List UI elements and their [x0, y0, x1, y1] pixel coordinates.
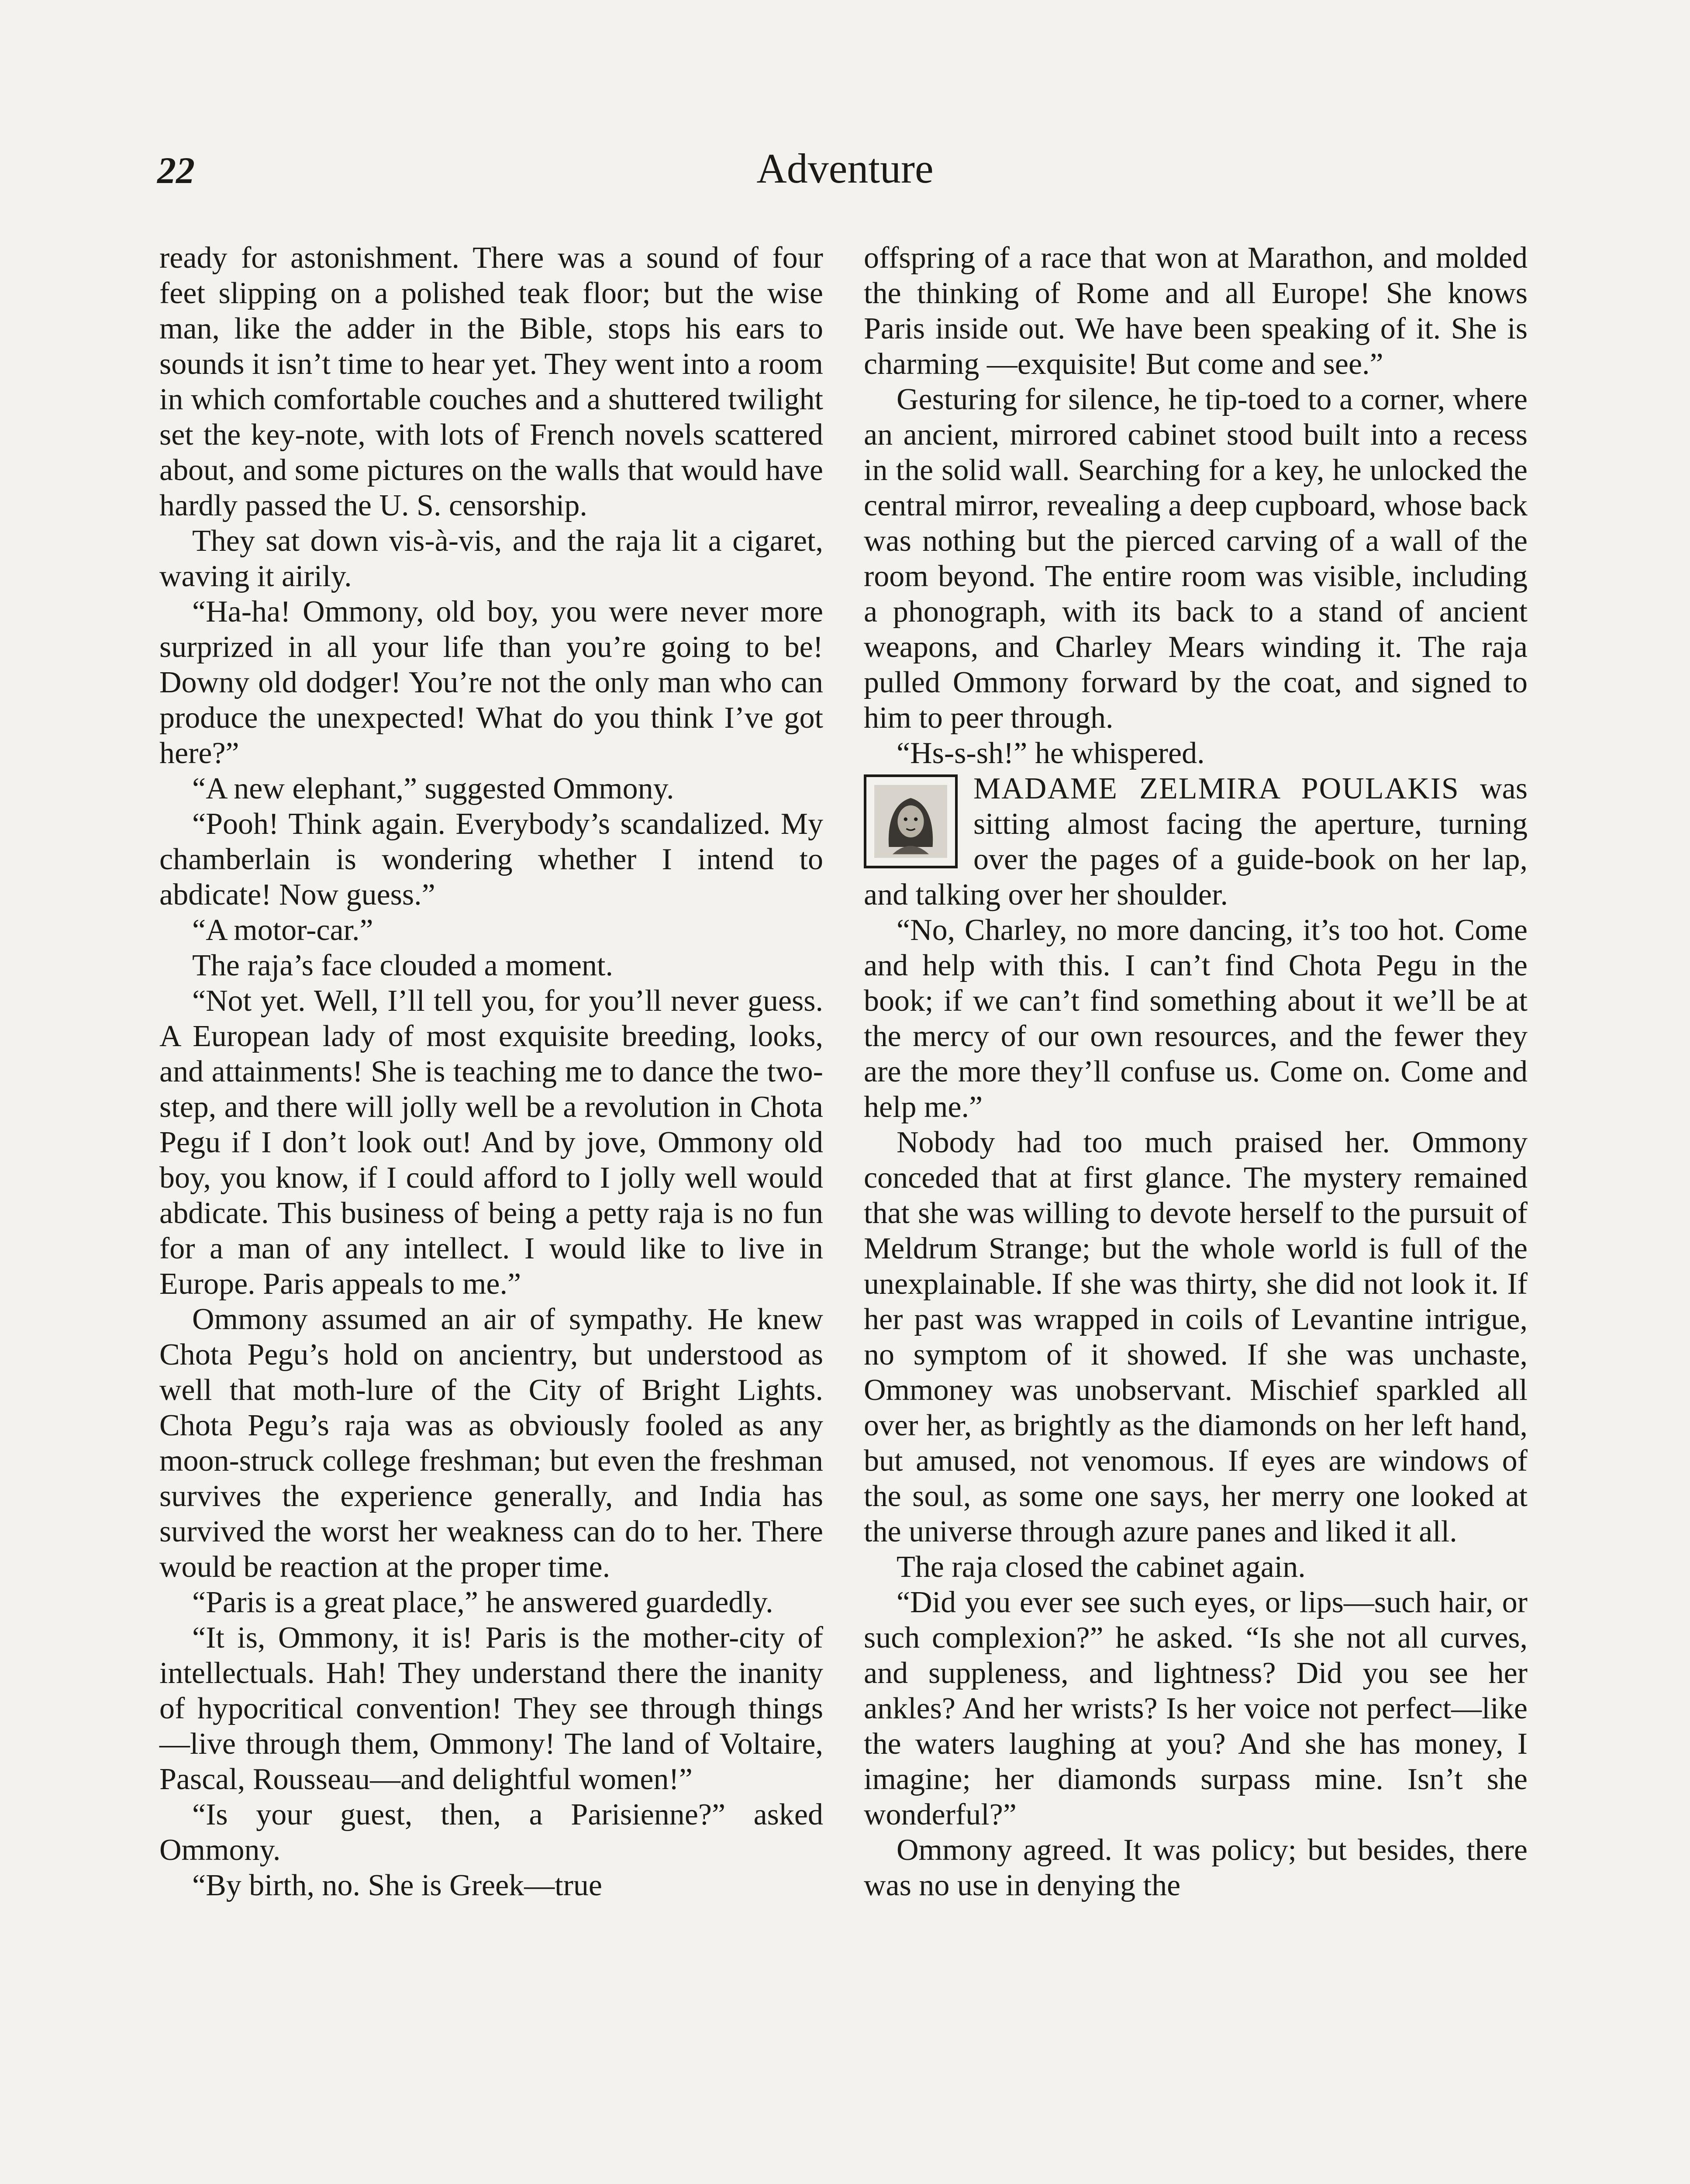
left-column — [159, 240, 823, 1903]
dropcap-lead-text: MADAME ZELMIRA POULAKIS — [973, 772, 1459, 805]
paragraph: “A new elephant,” suggested Ommony. — [192, 772, 674, 805]
paragraph: “Is your guest, then, a Parisienne?” asked Ommony. — [159, 1798, 823, 1867]
magazine-title: Adventure — [756, 145, 934, 192]
paragraph: “Ha-ha! Ommony, old boy, you were never more surprized in all your life than you’re going to be! Downy old dodger! You’re not the only man who can produce the unexpected! What do you think I’ve got here?” — [159, 595, 823, 770]
woman-portrait-icon — [864, 774, 958, 868]
paragraph: “By birth, no. She is Greek—true — [192, 1869, 602, 1902]
page-header — [0, 144, 1690, 205]
paragraph: Ommony agreed. It was policy; but besides, there was no use in denying the — [864, 1833, 1528, 1902]
paragraph: ready for astonishment. There was a sound of four feet slipping on a polished teak floor; but the wise man, like the adder in the Bible, stops his ears to sounds it isn’t time to hear yet. They went into a room in which comfortable couches and a shuttered twilight set the key-note, with lots of French novels scattered about, and some pictures on the walls that would have hardly passed the U. S. censorship. — [159, 241, 823, 522]
paragraph: “A motor-car.” — [192, 913, 373, 947]
dropcap-rest-text: was sitting almost facing the aperture, turning over the pages of a guide-book on her lap, and talking over her shoulder. — [864, 772, 1528, 912]
paragraph: “Not yet. Well, I’ll tell you, for you’ll never guess. A European lady of most exquisite breeding, looks, and attainments! She is teaching me to dance the two-step, and there will jolly well be a revolution in Chota Pegu if I don’t look out! And by jove, Ommony old boy, you know, if I could afford to I jolly well would abdicate. This business of being a petty raja is no fun for a man of any intellect. I would like to live in Europe. Paris appeals to me.” — [159, 984, 823, 1301]
paragraph: Gesturing for silence, he tip-toed to a corner, where an ancient, mirrored cabinet stood built into a recess in the solid wall. Searching for a key, he unlocked the central mirror, revealing a deep cupboard, whose back was nothing but the pierced carving of a wall of the room beyond. The entire room was visible, including a phonograph, with its back to a stand of ancient weapons, and Charley Mears winding it. The raja pulled Ommony forward by the coat, and signed to him to peer through. — [864, 383, 1528, 735]
paragraph: “Paris is a great place,” he answered guardedly. — [192, 1586, 773, 1619]
paragraph: “No, Charley, no more dancing, it’s too hot. Come and help with this. I can’t find Chota Pegu in the book; if we can’t find something about it we’ll be at the mercy of our own resources, and the fewer they are the more they’ll confuse us. Come on. Come and help me.” — [864, 913, 1528, 1124]
paragraph: Ommony assumed an air of sympathy. He knew Chota Pegu’s hold on ancientry, but understood as well that moth-lure of the City of Bright Lights. Chota Pegu’s raja was as obviously fooled as any moon-struck college freshman; but even the freshman survives the experience generally, and India has survived the worst her weakness can do to her. There would be reaction at the proper time. — [159, 1303, 823, 1584]
page-number: 22 — [157, 149, 195, 191]
section-opening-paragraph — [864, 771, 1528, 912]
paragraph: offspring of a race that won at Marathon, and molded the thinking of Rome and all Europe! She knows Paris inside out. We have been speaking of it. She is charming —exquisite! But come and see.” — [864, 241, 1528, 381]
paragraph: The raja’s face clouded a moment. — [192, 949, 614, 982]
paragraph: “It is, Ommony, it is! Paris is the mother-city of intellectuals. Hah! They understand there the inanity of hypocritical convention! They see through things—live through them, Ommony! The land of Voltaire, Pascal, Rousseau—and delightful women!” — [159, 1621, 823, 1796]
paragraph: “Hs-s-sh!” he whispered. — [897, 736, 1205, 770]
paragraph: The raja closed the cabinet again. — [897, 1550, 1306, 1584]
paragraph: “Pooh! Think again. Everybody’s scandalized. My chamberlain is wondering whether I intend to abdicate! Now guess.” — [159, 807, 823, 912]
paragraph: “Did you ever see such eyes, or lips—such hair, or such complexion?” he asked. “Is she not all curves, and suppleness, and lightness? Did you see her ankles? And her wrists? Is her voice not perfect—like the waters laughing at you? And she has money, I imagine; her diamonds surpass mine. Isn’t she wonderful?” — [864, 1586, 1528, 1832]
paragraph: Nobody had too much praised her. Ommony conceded that at first glance. The mystery remained that she was willing to devote herself to the pursuit of Meldrum Strange; but the whole world is full of the unexplainable. If she was thirty, she did not look it. If her past was wrapped in coils of Levantine intrigue, no symptom of it showed. If she was unchaste, Ommoney was unobservant. Mischief sparkled all over her, as brightly as the diamonds on her left hand, but amused, not venomous. If eyes are windows of the soul, as some one says, her merry one looked at the universe through azure panes and liked it all. — [864, 1126, 1528, 1548]
right-column — [864, 240, 1528, 1903]
paragraph: They sat down vis-à-vis, and the raja lit a cigaret, waving it airily. — [159, 524, 823, 593]
